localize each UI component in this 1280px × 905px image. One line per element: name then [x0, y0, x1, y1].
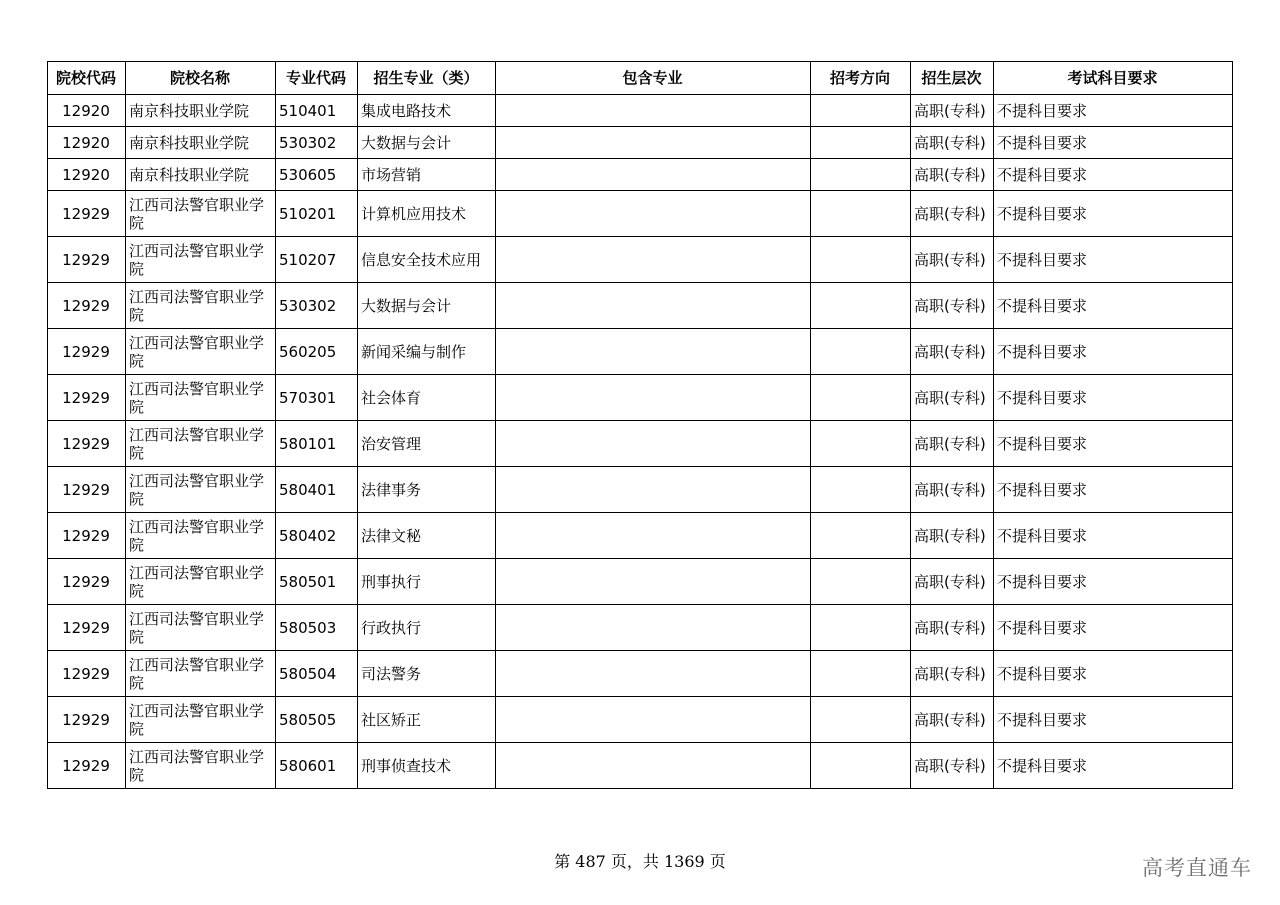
cell-requirement: 不提科目要求 [994, 697, 1233, 743]
table-row [48, 513, 1233, 559]
table-row [48, 159, 1233, 191]
cell-direction [811, 697, 911, 743]
cell-level: 高职(专科) [911, 697, 994, 743]
cell-requirement: 不提科目要求 [994, 283, 1233, 329]
table-row [48, 605, 1233, 651]
cell-included-majors [496, 375, 811, 421]
cell-major: 司法警务 [358, 651, 496, 697]
cell-included-majors [496, 127, 811, 159]
cell-school-name: 江西司法警官职业学院 [126, 697, 276, 743]
table-row [48, 191, 1233, 237]
table-row [48, 127, 1233, 159]
cell-requirement: 不提科目要求 [994, 743, 1233, 789]
table-row [48, 743, 1233, 789]
cell-major-code: 510207 [276, 237, 358, 283]
cell-major-code: 530605 [276, 159, 358, 191]
cell-major: 治安管理 [358, 421, 496, 467]
cell-major: 社区矫正 [358, 697, 496, 743]
cell-requirement: 不提科目要求 [994, 467, 1233, 513]
cell-direction [811, 513, 911, 559]
cell-major: 信息安全技术应用 [358, 237, 496, 283]
cell-major-code: 580401 [276, 467, 358, 513]
cell-included-majors [496, 329, 811, 375]
cell-direction [811, 421, 911, 467]
cell-level: 高职(专科) [911, 329, 994, 375]
cell-level: 高职(专科) [911, 237, 994, 283]
cell-major-code: 580504 [276, 651, 358, 697]
table-row [48, 559, 1233, 605]
cell-requirement: 不提科目要求 [994, 95, 1233, 127]
cell-school-code: 12929 [48, 237, 126, 283]
cell-level: 高职(专科) [911, 283, 994, 329]
header-major: 招生专业（类） [358, 62, 496, 95]
watermark-text: 高考直通车 [1142, 856, 1252, 880]
cell-direction [811, 283, 911, 329]
cell-included-majors [496, 159, 811, 191]
cell-school-name: 江西司法警官职业学院 [126, 743, 276, 789]
cell-major: 新闻采编与制作 [358, 329, 496, 375]
admissions-table [47, 61, 1233, 789]
cell-major-code: 580501 [276, 559, 358, 605]
cell-included-majors [496, 513, 811, 559]
cell-level: 高职(专科) [911, 467, 994, 513]
cell-level: 高职(专科) [911, 191, 994, 237]
cell-direction [811, 605, 911, 651]
cell-level: 高职(专科) [911, 95, 994, 127]
cell-major: 大数据与会计 [358, 283, 496, 329]
cell-included-majors [496, 283, 811, 329]
cell-major: 刑事侦查技术 [358, 743, 496, 789]
cell-major: 计算机应用技术 [358, 191, 496, 237]
header-major-code: 专业代码 [276, 62, 358, 95]
cell-major-code: 580503 [276, 605, 358, 651]
cell-major: 社会体育 [358, 375, 496, 421]
cell-school-code: 12929 [48, 697, 126, 743]
table-row [48, 467, 1233, 513]
cell-school-name: 江西司法警官职业学院 [126, 513, 276, 559]
cell-school-name: 江西司法警官职业学院 [126, 605, 276, 651]
cell-major: 法律事务 [358, 467, 496, 513]
cell-school-name: 江西司法警官职业学院 [126, 329, 276, 375]
cell-major-code: 570301 [276, 375, 358, 421]
cell-direction [811, 329, 911, 375]
cell-requirement: 不提科目要求 [994, 329, 1233, 375]
cell-school-code: 12920 [48, 159, 126, 191]
table-row [48, 697, 1233, 743]
cell-direction [811, 191, 911, 237]
table-row [48, 375, 1233, 421]
cell-requirement: 不提科目要求 [994, 559, 1233, 605]
cell-school-code: 12929 [48, 605, 126, 651]
cell-direction [811, 127, 911, 159]
cell-included-majors [496, 95, 811, 127]
cell-major-code: 580402 [276, 513, 358, 559]
cell-major-code: 530302 [276, 127, 358, 159]
cell-included-majors [496, 237, 811, 283]
cell-direction [811, 375, 911, 421]
cell-major: 刑事执行 [358, 559, 496, 605]
cell-school-code: 12929 [48, 421, 126, 467]
cell-school-code: 12920 [48, 95, 126, 127]
cell-included-majors [496, 559, 811, 605]
cell-direction [811, 559, 911, 605]
cell-requirement: 不提科目要求 [994, 375, 1233, 421]
cell-major: 行政执行 [358, 605, 496, 651]
page-number: 第 487 页，共 1369 页 [554, 852, 726, 871]
cell-major: 集成电路技术 [358, 95, 496, 127]
cell-requirement: 不提科目要求 [994, 237, 1233, 283]
table-row [48, 237, 1233, 283]
cell-major-code: 510201 [276, 191, 358, 237]
cell-included-majors [496, 421, 811, 467]
cell-level: 高职(专科) [911, 421, 994, 467]
cell-direction [811, 237, 911, 283]
cell-included-majors [496, 743, 811, 789]
cell-level: 高职(专科) [911, 159, 994, 191]
cell-requirement: 不提科目要求 [994, 605, 1233, 651]
cell-direction [811, 467, 911, 513]
table-header-row [48, 62, 1233, 95]
cell-school-name: 江西司法警官职业学院 [126, 559, 276, 605]
cell-direction [811, 159, 911, 191]
cell-school-code: 12929 [48, 191, 126, 237]
header-school-code: 院校代码 [48, 62, 126, 95]
cell-requirement: 不提科目要求 [994, 191, 1233, 237]
cell-major-code: 560205 [276, 329, 358, 375]
cell-requirement: 不提科目要求 [994, 159, 1233, 191]
cell-school-code: 12920 [48, 127, 126, 159]
table-row [48, 421, 1233, 467]
cell-major-code: 580101 [276, 421, 358, 467]
cell-level: 高职(专科) [911, 743, 994, 789]
cell-level: 高职(专科) [911, 651, 994, 697]
cell-school-code: 12929 [48, 743, 126, 789]
cell-school-name: 江西司法警官职业学院 [126, 421, 276, 467]
cell-major-code: 580601 [276, 743, 358, 789]
cell-school-code: 12929 [48, 651, 126, 697]
cell-school-code: 12929 [48, 513, 126, 559]
cell-direction [811, 743, 911, 789]
cell-included-majors [496, 651, 811, 697]
cell-requirement: 不提科目要求 [994, 421, 1233, 467]
cell-level: 高职(专科) [911, 127, 994, 159]
cell-major: 市场营销 [358, 159, 496, 191]
header-level: 招生层次 [911, 62, 994, 95]
cell-school-name: 江西司法警官职业学院 [126, 237, 276, 283]
cell-school-name: 南京科技职业学院 [126, 127, 276, 159]
cell-major: 法律文秘 [358, 513, 496, 559]
table-row [48, 95, 1233, 127]
cell-school-name: 南京科技职业学院 [126, 95, 276, 127]
cell-requirement: 不提科目要求 [994, 127, 1233, 159]
cell-school-code: 12929 [48, 329, 126, 375]
table-body [48, 95, 1233, 789]
cell-included-majors [496, 605, 811, 651]
table-row [48, 329, 1233, 375]
cell-major-code: 530302 [276, 283, 358, 329]
cell-level: 高职(专科) [911, 375, 994, 421]
cell-level: 高职(专科) [911, 513, 994, 559]
header-school-name: 院校名称 [126, 62, 276, 95]
cell-school-code: 12929 [48, 375, 126, 421]
cell-requirement: 不提科目要求 [994, 651, 1233, 697]
cell-school-code: 12929 [48, 467, 126, 513]
cell-major-code: 580505 [276, 697, 358, 743]
header-included-majors: 包含专业 [496, 62, 811, 95]
cell-level: 高职(专科) [911, 559, 994, 605]
header-direction: 招考方向 [811, 62, 911, 95]
cell-included-majors [496, 191, 811, 237]
cell-school-code: 12929 [48, 283, 126, 329]
cell-included-majors [496, 467, 811, 513]
cell-school-name: 南京科技职业学院 [126, 159, 276, 191]
table-row [48, 651, 1233, 697]
cell-school-name: 江西司法警官职业学院 [126, 467, 276, 513]
cell-school-code: 12929 [48, 559, 126, 605]
cell-requirement: 不提科目要求 [994, 513, 1233, 559]
cell-direction [811, 651, 911, 697]
table-row [48, 283, 1233, 329]
cell-school-name: 江西司法警官职业学院 [126, 191, 276, 237]
cell-included-majors [496, 697, 811, 743]
cell-level: 高职(专科) [911, 605, 994, 651]
cell-direction [811, 95, 911, 127]
cell-school-name: 江西司法警官职业学院 [126, 375, 276, 421]
cell-major: 大数据与会计 [358, 127, 496, 159]
cell-school-name: 江西司法警官职业学院 [126, 651, 276, 697]
cell-major-code: 510401 [276, 95, 358, 127]
header-requirement: 考试科目要求 [994, 62, 1233, 95]
cell-school-name: 江西司法警官职业学院 [126, 283, 276, 329]
